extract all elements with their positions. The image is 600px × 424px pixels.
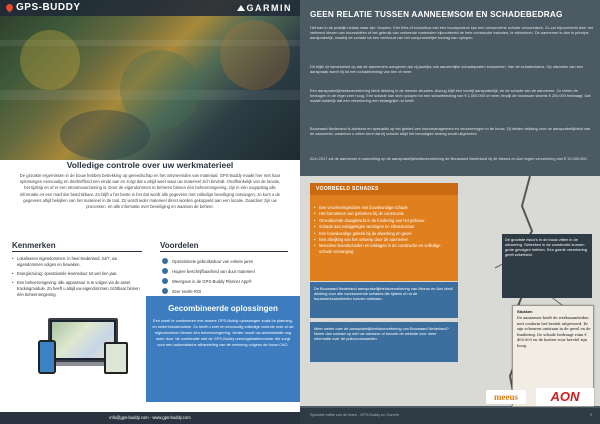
list-item: Weergave in de GPS-Buddy Planner App® [162,276,292,286]
list-item: • Een bouwkundige gebrek bij de afwerking en gevel [314,231,454,236]
list-item: • Meerdere brandschaden en lekkages in de constructie en volledige schade vervanging [314,243,454,254]
map-pin-icon [5,2,15,12]
list-item: Operationele gebruiksduur van enkele jaren [162,256,292,266]
article-paragraph: Bouwaard Nederland is adviseur en specialist op het gebied van risicomanagement en verzekeringen in de bouw. Zij bieden dekking voor de aansprakelijkheid van de aannemer, waardoor u zeker bent dat bij schade altijd het benodigde bedrag wordt uitgekeerd. [310,126,591,137]
footer [0,412,300,424]
hero-photo [0,0,300,160]
divider [12,251,142,252]
article-paragraph: Een aansprakelijkheidsverzekering biedt dekking in de meeste situaties. Alsnog blijft een bedrijf aansprakelijk, en de schade van de aannemer. Zo vielen de bedragen in de regel zeer hoog. Een schade kan snel oplopen tot een schadebedrag van € 1.000.000 of meer, terwijl de bouwsom slechts € 200.000 bedraagt. Dat maakt duidelijk dat een verzekering een belangrijke rol heeft. [310,88,591,104]
voordelen-heading: Voordelen [160,241,199,250]
insurance-info-box: De Bouwaard Nederland aansprakelijkheidsverzekering van Meeus en Aon biedt dekking voor alle voorkomende schades die tijdens of na de bouwwerkzaamheden kunnen ontstaan. [310,282,458,318]
intro-paragraph: De grootste ergernissen in de bouw hebben betrekking op gereedschap en het ontvreemden van materiaal. GPS-Buddy maakt hier met haar oplossingen eenvoudig en doeltreffend een einde aan en zorgt dat u altijd weet waar uw materieel zich bevindt. Onafhankelijk van de locatie, het tijdstip en of er een stroomvoorziening is. Door de eigendommen te beheren binnen één beheeromgeving, zijn in één oogopslag alle informatie en een machine beschikbaar. Zo blijft u het beste in het dat wordt alle gegevens met volledige beveiliging ontvangen, zo kunt u de gegevens altijd bekijken van het materieel in de tool. Zo wordt ieder materieel direct worden gekoppeld aan een locatie. Daardoor zijn uw processen, en alle informatie over beveiliging en waarvan de beheer. [19,173,281,210]
tablet-icon [104,342,128,374]
combined-title: Gecombineerde oplossingen [168,304,278,313]
kenmerken-list [12,256,142,300]
document-note: Stukken De aannemer heeft de werkzaamheden niet conform het bestek uitgevoerd. Er zijn scheuren ontstaan in de gevel en de fundering. De schade bedraagt ruim € 400.000 en de kosten voor herstel zijn hoog. [512,305,594,407]
check-icon [162,288,168,294]
list-item: • Energiezuinig: operationele levensduur tot wel tien jaar. [12,271,142,277]
side-note-box: De grootste risico's in de bouw zitten in de uitvoering. Gebreken in de constructie kunnen grote gevolgen hebben. Een goede verzekering geeft zekerheid. [502,234,592,298]
list-item: • Een afwijking van het ontwerp door de aannemer [314,237,454,242]
list-item: • Lokaliseren eigendommen: in heel Nederland, 24/7, uw eigendommen volgen en bewaken. [12,256,142,268]
contact-info-box: Meer weten over de aansprakelijkheidsverzekering van Bouwaard Nederland? Neem dan contact op met uw adviseur of bezoek de website voor meer informatie over de polisvoorwaarden. [310,322,458,362]
footer [300,408,600,424]
list-item: • Het formuleren van gebreken bij de constructie [314,211,454,216]
combined-text: Een uniek te combineren met andere GPS-Buddy oplossingen zoals de planning- en onderhoudsmodule. Zo heeft u snel en eenvoudig volledige controle over al uw eigendommen binnen één beheeromgeving. Verder noodt uw administratie nog meer door 'de combinatie met de GPS-Buddy urenregistratiemodule: die zorgt voor een automatische afhandeling van de verloning volgens de bouw-CAO. [152,318,294,347]
list-item: • Een verzekeringsclaim met bouwkundige schade [314,205,454,210]
page-number: 9 [589,413,592,417]
page-title: Volledige controle over uw werkmaterieel [66,160,234,170]
list-item: • Onvoldoende draagkracht in de fundering van het gebouw [314,218,454,223]
combined-solutions-box [146,296,300,402]
footer-text: Speciale editie van de krant - GPS-Buddy en Garmin [310,413,399,417]
article-paragraph: Het kan in de praktijk helaas waar zijn: bouwen. Een fiets of schoolbus van een bouwproduct kan een onvoorziene schade veroorzaken. Zo zal bijvoorbeeld door het verkeerd kiezen van bouwstoffen of het gebruik van verkeerde materialen bijvoorbeeld de hele constructie instorten, te stimuleren. De aannemer is dan in principe aansprakelijk, waarbij de schade tot een veelvoud van het oorspronkelijke bedrag kan oplopen. [310,25,594,41]
meeus-logo: meeus [486,390,526,404]
list-item: Zeer snelle ROI [162,286,292,296]
garmin-triangle-icon [237,5,245,11]
devices-illustration [38,312,134,384]
kenmerken-heading: Kenmerken [12,241,56,250]
aon-logo: AON [536,388,594,406]
list-item: • Een beheeromgeving: alle apparatuur is te volgen via de asset trackingmodule. Zo heeft u altijd uw eigendommen zichtbaar binnen één beheeromgeving. [12,280,142,298]
article-title: GEEN RELATIE TUSSEN AANNEEMSOM EN SCHADEBEDRAG [310,10,563,19]
footer-contact[interactable]: info@gps-buddy.com - www.gps-buddy.com [109,415,191,420]
article-paragraph: Al in 2017 zal de aannemer in aanvulling op de aansprakelijkheidsverzekering de Bouwaard Nederland bij de Meeus en Aon tegen verzekering van € 10.000.000. [310,156,588,161]
right-page [300,0,600,424]
article-paragraph: Dit blijkt uit handdoeket op dat de aannemers aangeven dat zij jaarlijks ook aanzienlijke schadeposten incasseren. Van de schadeclaims. Op uitsluiten van een aanspraak wordt hij tot een schadebedrag van tien of meer. [310,64,584,75]
divider [160,251,288,252]
list-item: Hogere beschrijfbaarheid van duur materieel [162,266,292,276]
garmin-logo: GARMIN [237,3,293,13]
phone-icon [38,340,56,374]
gps-buddy-logo: GPS-BUDDY [6,2,81,13]
header-bar [0,0,300,16]
list-item: • Schade aan nabijgelegen woningen en infrastructuur [314,224,454,229]
check-icon [162,258,168,264]
check-icon [162,268,168,274]
example-damages-header: VOORBEELD SCHADES [310,183,458,195]
check-icon [162,278,168,284]
example-damages-list [314,205,454,255]
